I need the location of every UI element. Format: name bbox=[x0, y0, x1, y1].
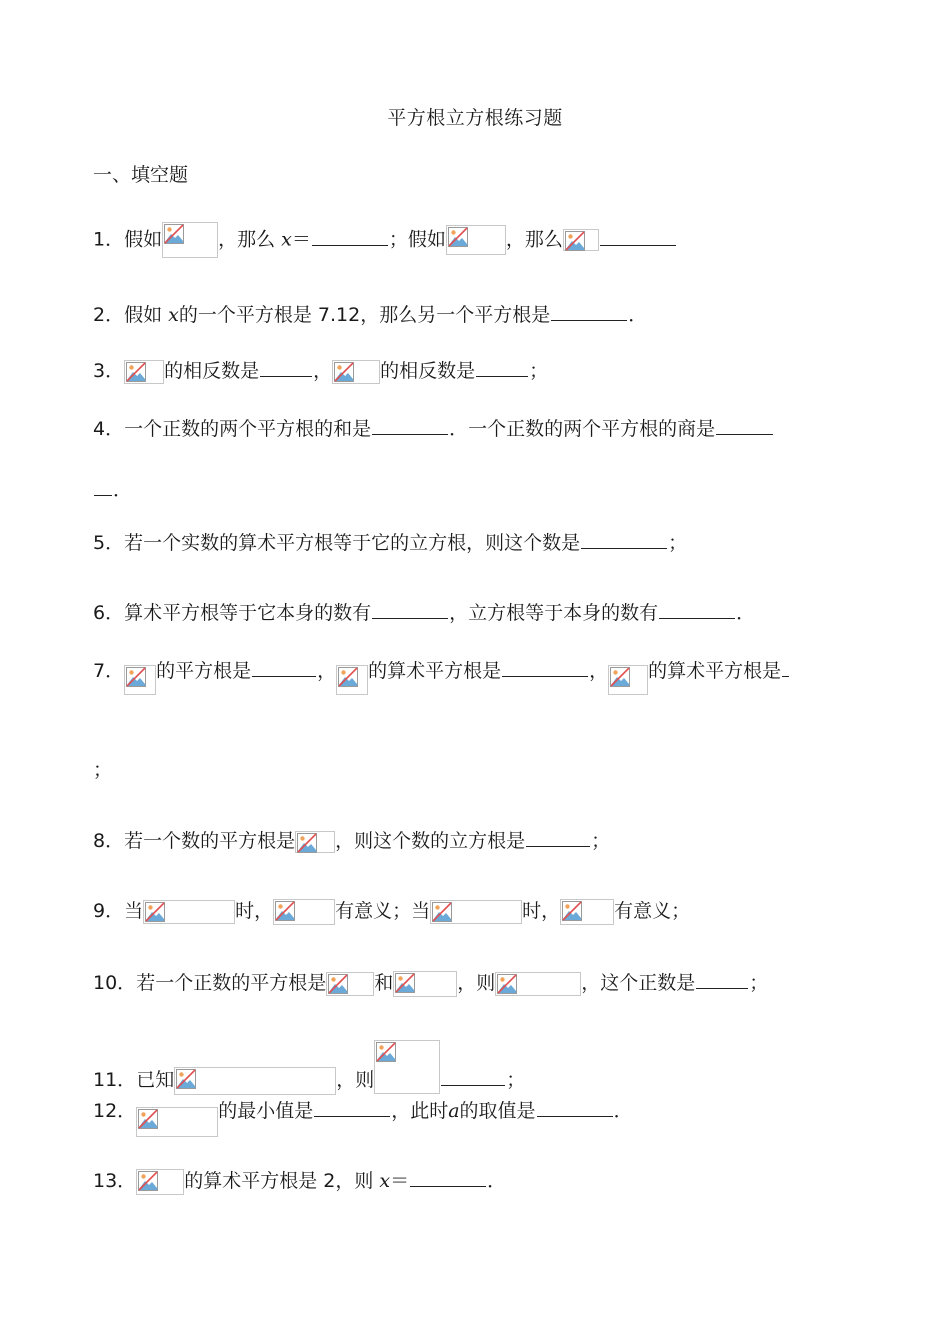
broken-image-icon bbox=[430, 900, 522, 924]
question-4: 4．一个正数的两个平方根的和是 ．一个正数的两个平方根的商是 bbox=[93, 416, 774, 442]
answer-blank bbox=[372, 600, 448, 619]
answer-blank bbox=[696, 970, 748, 989]
broken-image-icon bbox=[608, 665, 648, 695]
question-number: 2． bbox=[93, 304, 125, 326]
question-number: 6． bbox=[93, 602, 125, 624]
broken-image-icon bbox=[332, 360, 380, 384]
question-13: 13． 的算术平方根是 2，则 x＝ ． bbox=[93, 1168, 506, 1195]
answer-blank bbox=[659, 600, 735, 619]
question-number: 9． bbox=[93, 900, 125, 922]
answer-blank bbox=[551, 302, 627, 321]
question-number: 5． bbox=[93, 532, 125, 554]
broken-image-icon bbox=[143, 900, 235, 924]
broken-image-icon bbox=[336, 665, 368, 695]
answer-blank bbox=[716, 416, 773, 435]
question-6: 6．算术平方根等于它本身的数有 ，立方根等于本身的数有 ． bbox=[93, 602, 756, 624]
answer-blank bbox=[260, 358, 312, 377]
broken-image-icon bbox=[563, 229, 599, 251]
answer-blank bbox=[476, 358, 528, 377]
broken-image-icon bbox=[374, 1040, 440, 1094]
question-number: 7． bbox=[93, 660, 125, 682]
answer-blank bbox=[441, 1067, 505, 1086]
question-8: 8．若一个数的平方根是 ，则这个数的立方根是 ； bbox=[93, 830, 611, 852]
question-10: 10．若一个正数的平方根是 和 ，则 ，这个正数是 ； bbox=[93, 970, 768, 997]
broken-image-icon bbox=[124, 360, 164, 384]
answer-blank bbox=[314, 1098, 390, 1117]
answer-blank bbox=[312, 227, 388, 246]
answer-blank bbox=[782, 658, 789, 677]
question-12: 12． 的最小值是 ，此时a的取值是 ． bbox=[93, 1098, 633, 1137]
question-number: 4． bbox=[93, 418, 125, 440]
answer-blank bbox=[94, 477, 112, 496]
broken-image-icon bbox=[393, 971, 457, 997]
question-number: 8． bbox=[93, 830, 125, 852]
answer-blank bbox=[537, 1098, 613, 1117]
question-number: 3． bbox=[93, 360, 125, 382]
broken-image-icon bbox=[136, 1107, 218, 1137]
document-title: 平方根立方根练习题 bbox=[387, 107, 563, 129]
answer-blank bbox=[526, 828, 590, 847]
broken-image-icon bbox=[295, 831, 335, 853]
broken-image-icon bbox=[174, 1067, 336, 1095]
answer-blank bbox=[581, 530, 667, 549]
question-number: 10． bbox=[93, 972, 137, 994]
answer-blank bbox=[410, 1168, 486, 1187]
section-heading: 一、填空题 bbox=[93, 164, 189, 186]
broken-image-icon bbox=[124, 665, 156, 695]
question-1: 1．假如 ，那么 x＝ ；假如 ，那么 bbox=[93, 222, 677, 258]
question-number: 12． bbox=[93, 1100, 137, 1122]
question-number: 13． bbox=[93, 1170, 137, 1192]
broken-image-icon bbox=[273, 899, 335, 925]
answer-blank bbox=[600, 227, 676, 246]
broken-image-icon bbox=[446, 225, 506, 255]
question-number: 11． bbox=[93, 1069, 137, 1091]
question-number: 1． bbox=[93, 228, 125, 251]
question-5: 5．若一个实数的算术平方根等于它的立方根，则这个数是 ； bbox=[93, 532, 688, 554]
broken-image-icon bbox=[162, 222, 218, 258]
question-4-continued: ． bbox=[93, 477, 132, 503]
question-11: 11．已知 ，则 ； bbox=[93, 1040, 525, 1095]
answer-blank bbox=[372, 416, 448, 435]
question-7-continued: ； bbox=[93, 759, 113, 781]
answer-blank bbox=[252, 658, 316, 677]
broken-image-icon bbox=[495, 972, 581, 996]
question-3: 3． 的相反数是 ， 的相反数是 ； bbox=[93, 360, 549, 382]
answer-blank bbox=[502, 658, 588, 677]
question-9: 9．当 时， 有意义；当 时， 有意义； bbox=[93, 898, 690, 925]
question-7: 7． 的平方根是 ， 的算术平方根是 ， 的算术平方根是 bbox=[93, 658, 790, 695]
question-2: 2．假如 x的一个平方根是 7.12，那么另一个平方根是 ． bbox=[93, 304, 648, 326]
broken-image-icon bbox=[136, 1169, 184, 1195]
broken-image-icon bbox=[326, 972, 374, 996]
broken-image-icon bbox=[560, 899, 614, 925]
